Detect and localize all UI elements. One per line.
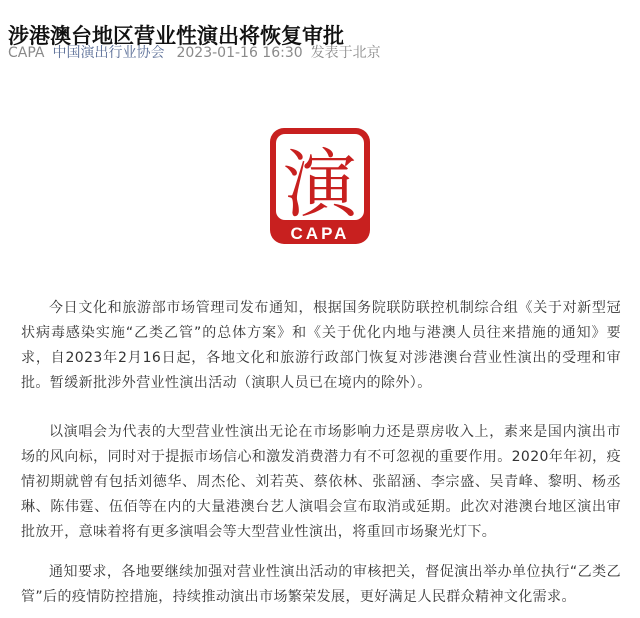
article-meta [8, 43, 381, 63]
publish-datetime: 2023-01-16 16:30 [176, 45, 303, 61]
article-paragraph: 以演唱会为代表的大型营业性演出无论在市场影响力还是票房收入上，素来是国内演出市场的风向标，同时对于提振市场信心和激发消费潜力有不可忽视的重要作用。2020年年初，疫情初期就曾有包括刘德华、周杰伦、刘若英、蔡依林、张韶涵、李宗盛、吴青峰、黎明、杨丞琳、陈伟霆、伍佰等在内的大量港澳台艺人演唱会宣布取消或延期。此次对港澳台地区演出审批放开，意味着将有更多演唱会等大型营业性演出，将重回市场聚光灯下。 [21, 424, 621, 540]
article-paragraph: 通知要求，各地要继续加强对营业性演出活动的审核把关，督促演出举办单位执行“乙类乙管”后的疫情防控措施，持续推动演出市场繁荣发展，更好满足人民群众精神文化需求。 [21, 564, 621, 605]
article-paragraph: 今日文化和旅游部市场管理司发布通知，根据国务院联防联控机制综合组《关于对新型冠状病毒感染实施“乙类乙管”的总体方案》和《关于优化内地与港澳人员往来措施的通知》要求，自2023年2月16日起，各地文化和旅游行政部门恢复对涉港澳台营业性演出的受理和审批。暂缓新批涉外营业性演出活动（演职人员已在境内的除外）。 [21, 300, 621, 391]
seal-glyph: 演 [283, 142, 357, 228]
capa-seal-logo [268, 126, 372, 246]
seal-icon [268, 126, 372, 246]
account-name-link[interactable]: 中国演出行业协会 [52, 45, 165, 61]
source-label: CAPA [8, 45, 45, 61]
article-title: 涉港澳台地区营业性演出将恢复审批 [8, 24, 344, 49]
publish-location: 发表于北京 [310, 45, 381, 61]
seal-text: CAPA [290, 224, 350, 243]
